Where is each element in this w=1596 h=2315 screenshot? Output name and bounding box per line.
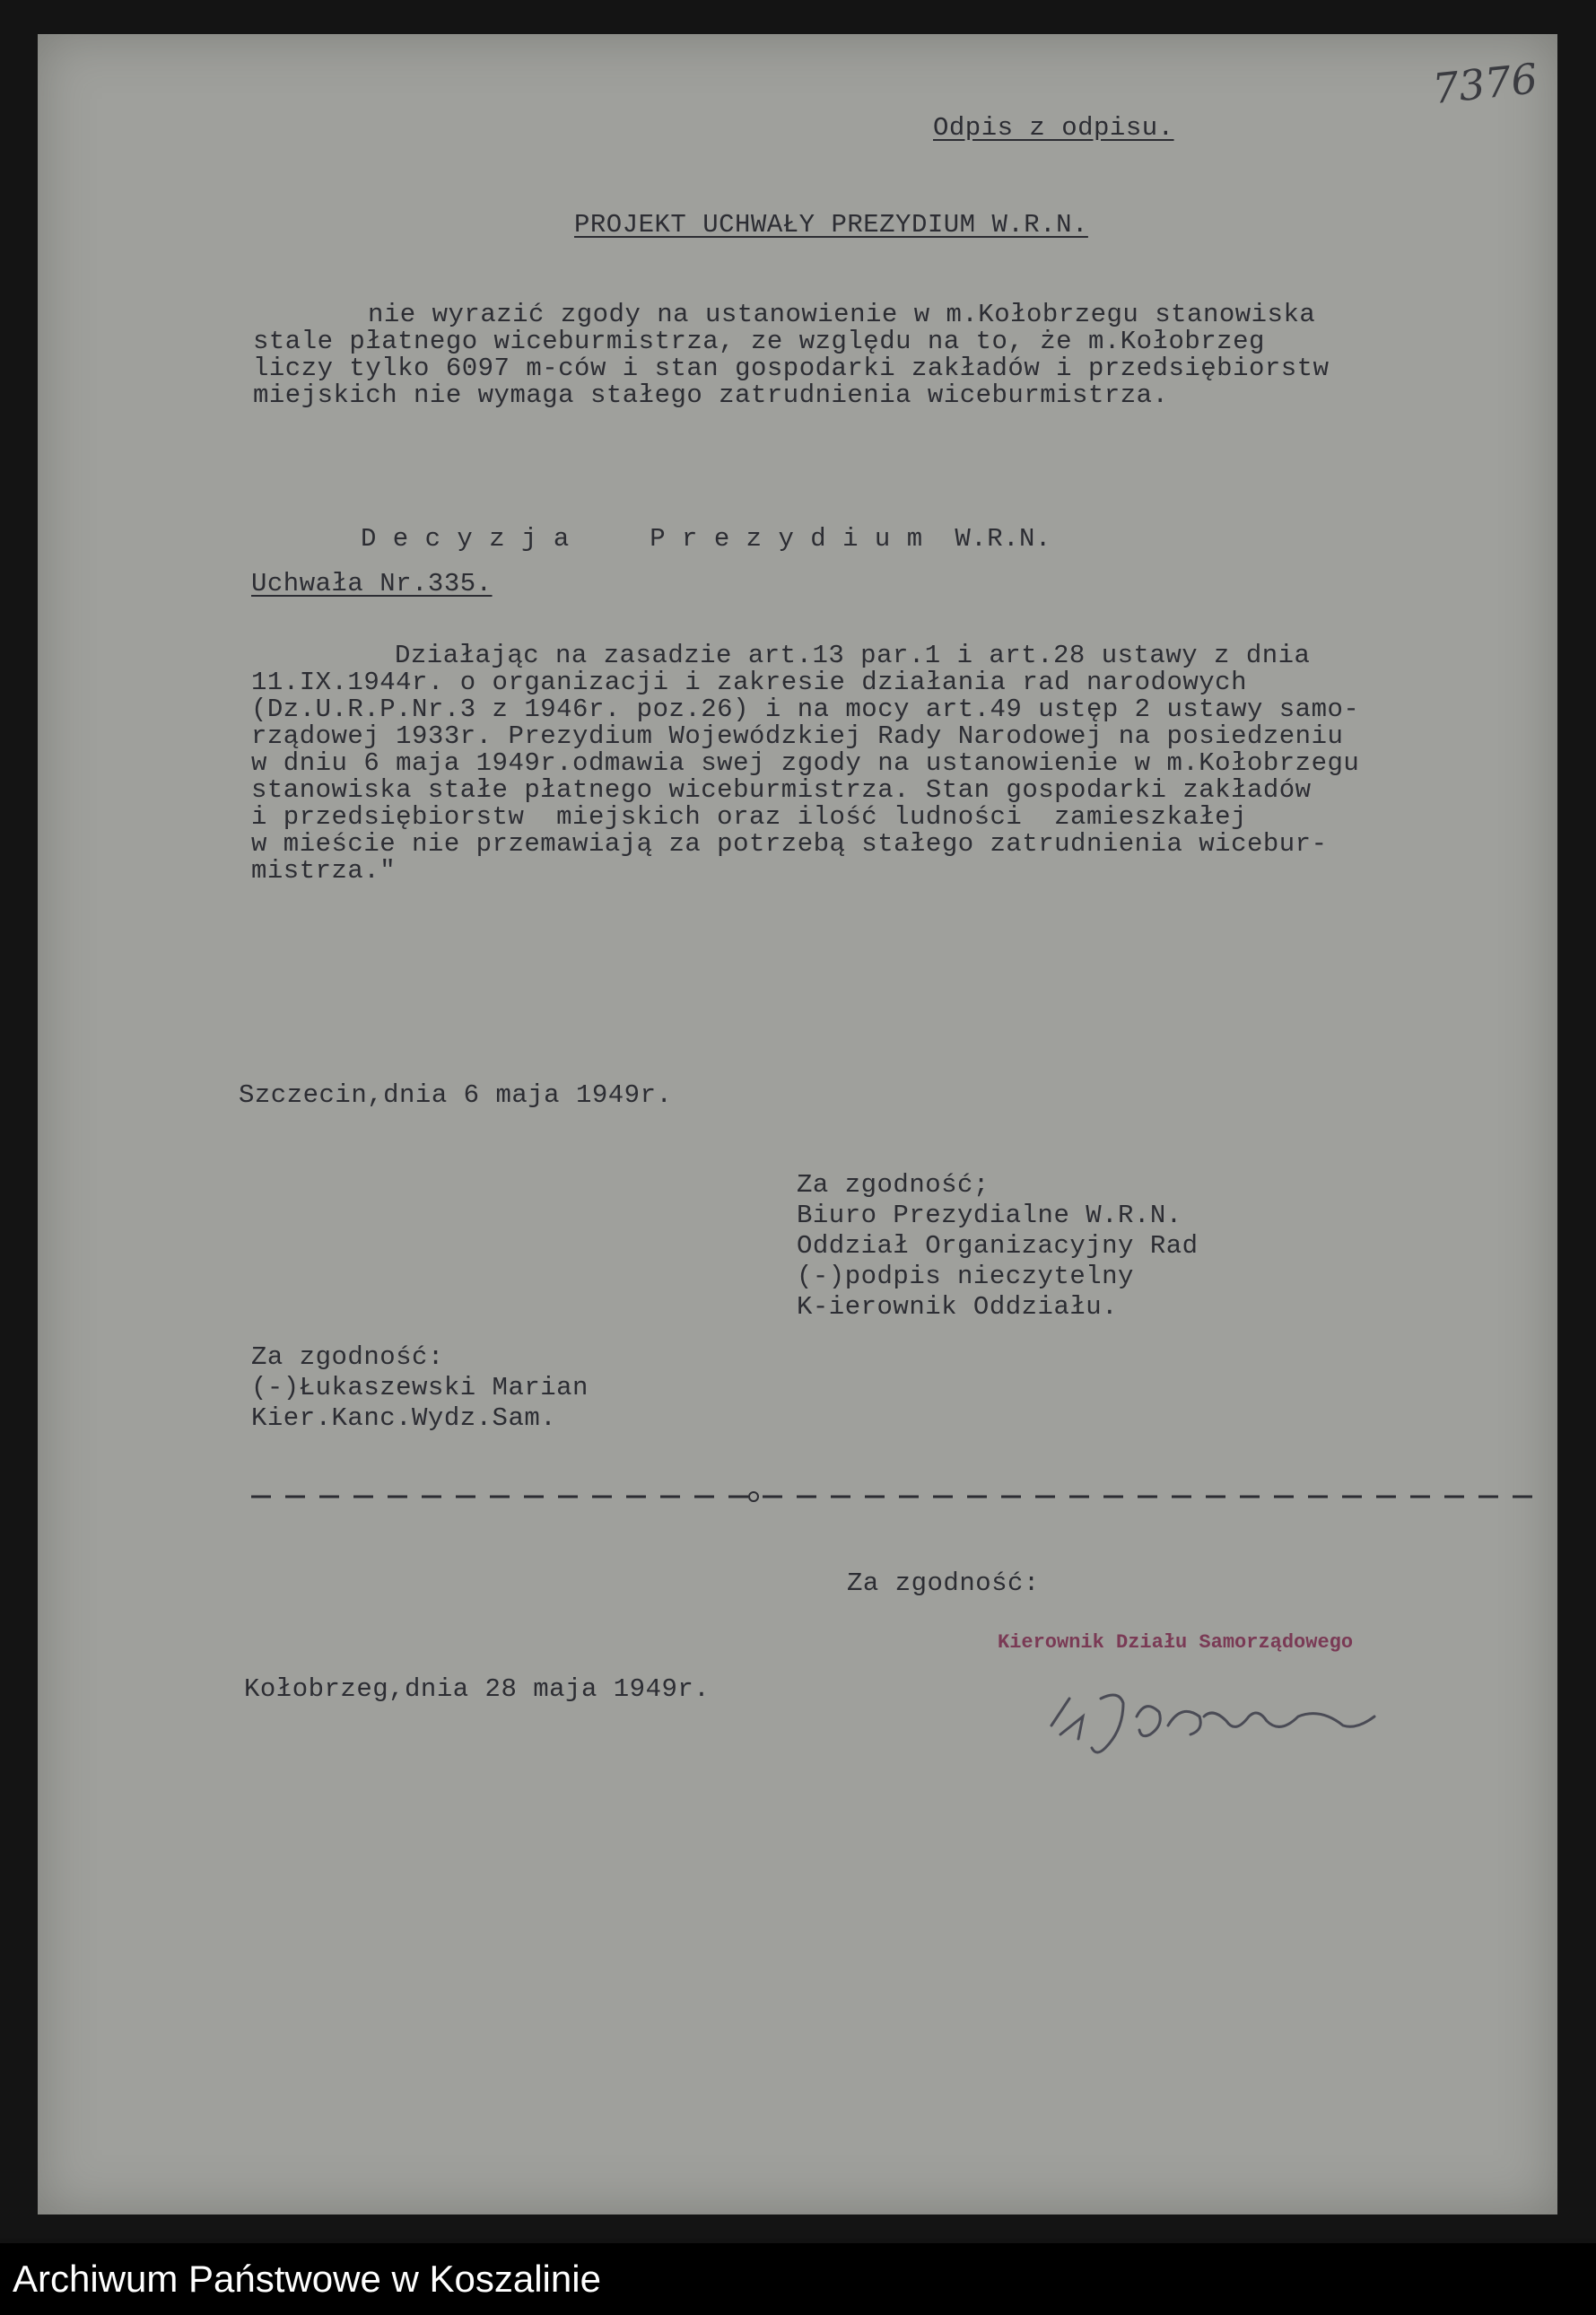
project-line: stale płatnego wiceburmistrza, ze względu na to, że m.Kołobrzeg bbox=[253, 327, 1265, 356]
certification-line: (-)podpis nieczytelny bbox=[797, 1262, 1134, 1291]
place-date-kolobrzeg: Kołobrzeg,dnia 28 maja 1949r. bbox=[244, 1674, 711, 1704]
decision-heading: D e c y z j a P r e z y d i u m W.R.N. bbox=[361, 524, 1051, 554]
separator-dashed-line bbox=[251, 1488, 1534, 1506]
certification-line: (-)Łukaszewski Marian bbox=[251, 1373, 589, 1402]
office-stamp: Kierownik Działu Samorządowego bbox=[998, 1631, 1354, 1654]
decision-line: stanowiska stałe płatnego wiceburmistrza. Stan gospodarki zakładów bbox=[251, 775, 1312, 805]
decision-line: w mieście nie przemawiają za potrzebą stałego zatrudnienia wicebur- bbox=[251, 829, 1328, 859]
certification-line: Oddział Organizacyjny Rad bbox=[797, 1231, 1199, 1261]
archive-footer bbox=[0, 2243, 1596, 2315]
decision-line: (Dz.U.R.P.Nr.3 z 1946r. poz.26) i na mocy art.49 ustęp 2 ustawy samo- bbox=[251, 694, 1360, 724]
certification-line: Za zgodność: bbox=[251, 1342, 444, 1372]
certification-line: Za zgodność; bbox=[797, 1170, 990, 1200]
project-line: nie wyrazić zgody na ustanowienie w m.Kołobrzegu stanowiska bbox=[368, 300, 1316, 329]
resolution-number: Uchwała Nr.335. bbox=[251, 569, 493, 598]
decision-line: rządowej 1933r. Prezydium Wojewódzkiej Rady Narodowej na posiedzeniu bbox=[251, 721, 1344, 751]
catalog-number: 7376 bbox=[1430, 54, 1540, 114]
project-title: PROJEKT UCHWAŁY PREZYDIUM W.R.N. bbox=[574, 210, 1088, 240]
certification-line: Biuro Prezydialne W.R.N. bbox=[797, 1201, 1182, 1230]
decision-line: Działając na zasadzie art.13 par.1 i art.28 ustawy z dnia bbox=[395, 641, 1311, 670]
decision-line: 11.IX.1944r. o organizacji i zakresie działania rad narodowych bbox=[251, 668, 1247, 697]
certification-line: K-ierownik Oddziału. bbox=[797, 1292, 1119, 1322]
certification-line: Kier.Kanc.Wydz.Sam. bbox=[251, 1403, 557, 1433]
archive-name: Archiwum Państwowe w Koszalinie bbox=[13, 2258, 601, 2300]
project-line: miejskich nie wymaga stałego zatrudnienia wiceburmistrza. bbox=[253, 380, 1169, 410]
certification-kolobrzeg: Za zgodność: bbox=[847, 1568, 1040, 1598]
place-date-szczecin: Szczecin,dnia 6 maja 1949r. bbox=[239, 1080, 673, 1110]
handwritten-signature bbox=[1033, 1663, 1410, 1779]
decision-line: w dniu 6 maja 1949r.odmawia swej zgody na ustanowienie w m.Kołobrzegu bbox=[251, 748, 1360, 778]
document-sheet bbox=[38, 34, 1557, 2215]
decision-line: mistrza." bbox=[251, 856, 397, 886]
copy-note: Odpis z odpisu. bbox=[933, 113, 1174, 143]
project-line: liczy tylko 6097 m-ców i stan gospodarki zakładów i przedsiębiorstw bbox=[253, 354, 1330, 383]
decision-line: i przedsiębiorstw miejskich oraz ilość ludności zamieszkałej bbox=[251, 802, 1247, 832]
